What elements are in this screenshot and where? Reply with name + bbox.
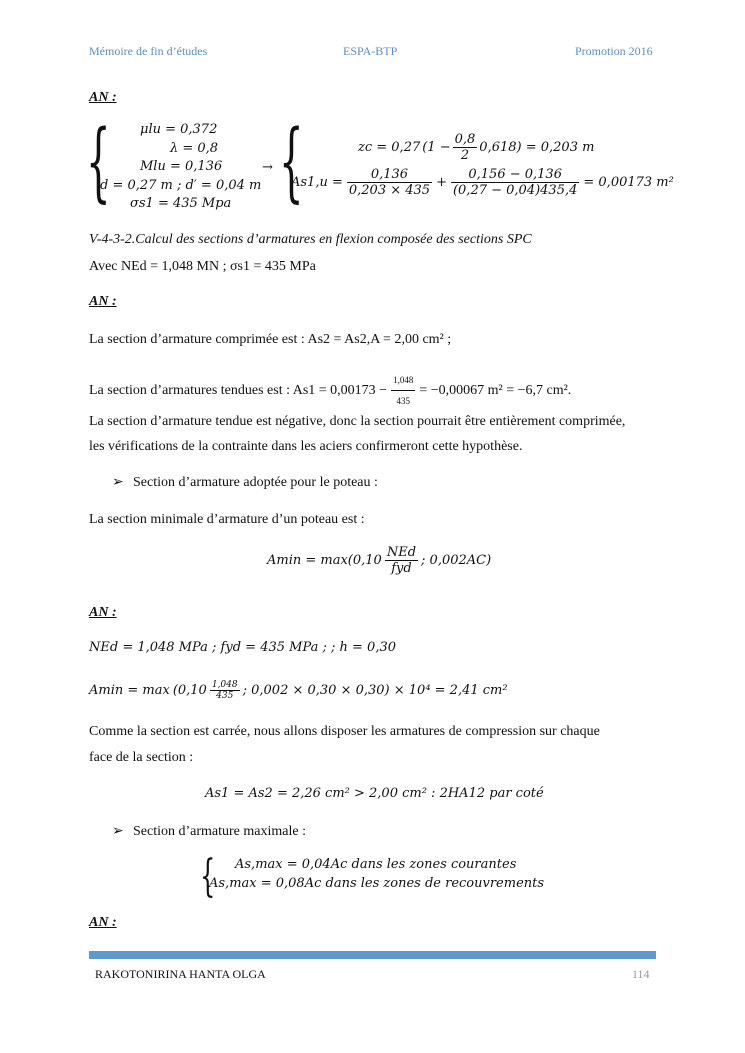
eq-d: d = 0,27 m ; d′ = 0,04 m: [100, 178, 262, 193]
tension-fraction: [391, 370, 415, 411]
paragraph-1-line-2: les vérifications de la contrainte dans les aciers confirmeront cette hypothèse.: [89, 439, 523, 454]
as-fraction-1: [347, 167, 432, 198]
amin2-open: (0,10: [172, 683, 207, 698]
an-label-1: AN :: [89, 90, 117, 105]
footer-author: RAKOTONIRINA HANTA OLGA: [95, 967, 266, 981]
tension-pre: La section d’armatures tendues est : As1 = 0,00173 −: [89, 382, 388, 398]
footer-bar: [89, 951, 656, 959]
tension-den: 435: [396, 396, 410, 406]
as-max-courantes: As,max = 0,04Ac dans les zones courantes: [235, 857, 517, 872]
eq-lambda: λ = 0,8: [170, 141, 219, 156]
right-brace-1: {: [279, 112, 304, 212]
as-equal-line: As1 = As2 = 2,26 cm² > 2,00 cm² : 2HA12 par coté: [205, 786, 544, 801]
left-brace-1: {: [86, 112, 111, 212]
section-subheading: V-4-3-2.Calcul des sections d’armatures en flexion composée des sections SPC: [89, 232, 532, 247]
compressed-section-line: La section d’armature comprimée est : As2 = As2,A = 2,00 cm² ;: [89, 332, 452, 347]
bullet-2-text: Section d’armature maximale :: [133, 824, 306, 839]
as-f2-den: (0,27 − 0,04)435,4: [452, 183, 578, 198]
paragraph-1-line-1: La section d’armature tendue est négative, donc la section pourrait être entièrement comprimée,: [89, 414, 626, 429]
page-number: 114: [632, 967, 650, 981]
as-max-recouvrements: As,max = 0,08Ac dans les zones de recouvrements: [209, 876, 545, 891]
eq-mu-lu: μlu = 0,372: [140, 122, 218, 137]
amin-num: NEd: [386, 545, 417, 560]
amin-post: ; 0,002AC): [421, 553, 492, 568]
an-label-4: AN :: [89, 915, 117, 930]
amin-den: fyd: [391, 561, 412, 576]
min-section-intro: La section minimale d’armature d’un poteau est :: [89, 512, 365, 527]
bullet-1-text: Section d’armature adoptée pour le poteau :: [133, 475, 378, 490]
zc-open: (1 −: [422, 140, 451, 155]
an-label-3: AN :: [89, 605, 117, 620]
as-lhs: As1,u =: [291, 175, 343, 190]
tension-post: = −0,00067 m² = −6,7 cm².: [419, 382, 572, 398]
eq-sigma: σs1 = 435 Mpa: [130, 196, 232, 211]
amin2-fraction: [210, 680, 240, 701]
amin-numeric-line: [89, 680, 508, 701]
paragraph-2-line-2: face de la section :: [89, 750, 194, 765]
an-label-2: AN :: [89, 294, 117, 309]
paragraph-2-line-1: Comme la section est carrée, nous allons disposer les armatures de compression sur chaque: [89, 724, 600, 739]
amin2-num: 1,048: [211, 680, 238, 690]
avec-line: Avec NEd = 1,048 MN ; σs1 = 435 MPa: [89, 259, 316, 274]
amin-fraction: [385, 545, 418, 576]
header-right: Promotion 2016: [575, 44, 653, 58]
amin-pre: Amin = max(0,10: [267, 553, 382, 568]
as-f1-num: 0,136: [347, 167, 432, 183]
as-plus: +: [436, 175, 447, 190]
implies-arrow: →: [262, 160, 273, 175]
eq-m-lu: Mlu = 0,136: [140, 159, 223, 174]
tension-section-line: [89, 370, 571, 411]
zc-fraction: [453, 132, 478, 163]
eq-zc: [358, 132, 594, 163]
zc-frac-den: 2: [460, 148, 470, 163]
zc-frac-num: 0,8: [454, 132, 476, 147]
amin2-pre: Amin = max: [89, 683, 170, 698]
eq-as1u: [291, 167, 674, 198]
header-left: Mémoire de fin d’études: [89, 44, 208, 58]
as-fraction-2: [451, 167, 579, 198]
as-f2-num: 0,156 − 0,136: [451, 167, 579, 183]
as-result: = 0,00173 m²: [583, 175, 674, 190]
tension-num: 1,048: [391, 370, 415, 391]
amin2-post: ; 0,002 × 0,30 × 0,30) × 10⁴ = 2,41 cm²: [242, 683, 508, 698]
header-center: ESPA-BTP: [343, 44, 398, 58]
amin2-den: 435: [216, 691, 234, 701]
ned-line: NEd = 1,048 MPa ; fyd = 435 MPa ; ; h = 0,30: [89, 640, 396, 655]
amin-formula: [267, 545, 491, 576]
bullet-arrow-icon-1: ➢: [112, 475, 124, 490]
zc-lhs: zc = 0,27: [358, 140, 421, 155]
bullet-arrow-icon-2: ➢: [112, 824, 124, 839]
left-brace-2: {: [200, 851, 216, 902]
as-f1-den: 0,203 × 435: [348, 183, 431, 198]
zc-tail: 0,618) = 0,203 m: [479, 140, 595, 155]
